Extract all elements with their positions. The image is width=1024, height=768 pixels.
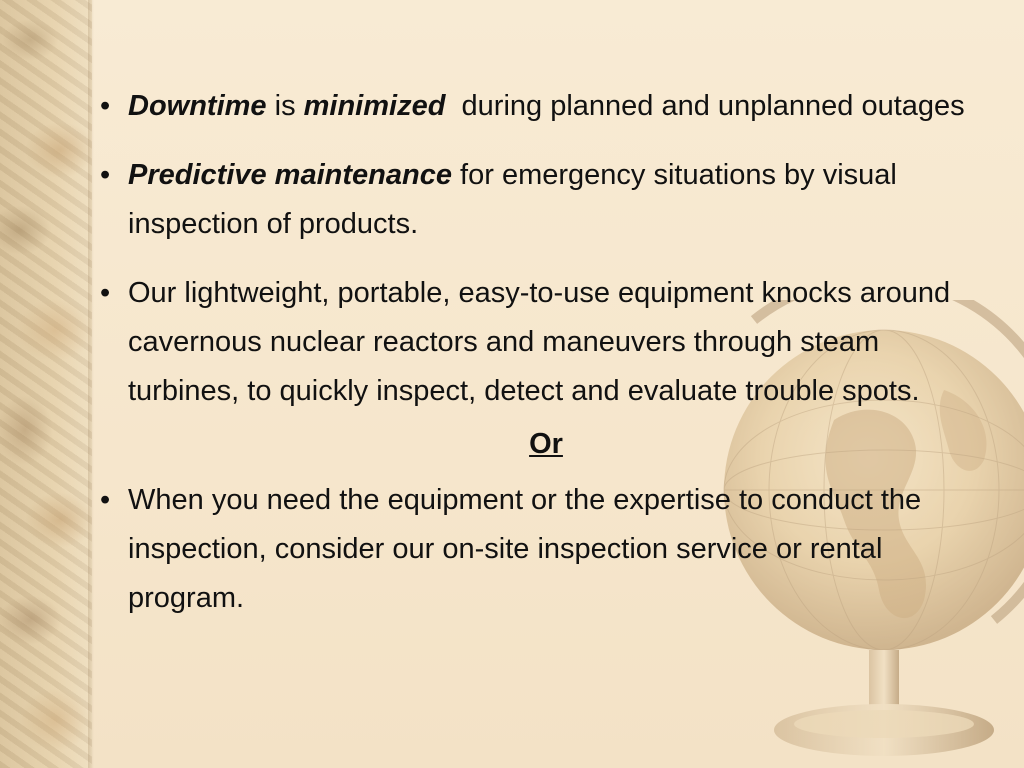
emphasis-text: Predictive maintenance [128,159,452,191]
body-text: Our lightweight, portable, easy-to-use equipment knocks around cavernous nuclear reactors and maneuvers through steam turbines, to quickly inspect, detect and evaluate trouble spots. [128,277,951,407]
bullet-dot: • [100,484,111,516]
bullet-dot: • [100,277,111,309]
or-separator: Or [529,428,563,460]
body-text: during planned and unplanned outages [445,90,965,122]
bullet-equipment [96,269,996,416]
emphasis-text: Downtime [128,90,267,122]
bullet-dot: • [100,90,111,122]
map-strip-edge-decoration [88,0,94,768]
bullet-dot: • [100,159,111,191]
bullet-rental-program [96,476,996,623]
bullet-list [96,82,996,416]
old-map-strip-decoration [0,0,92,768]
bullet-downtime [96,82,996,131]
bullet-predictive-maintenance [96,151,996,249]
body-text: for emergency situations by visual inspection of products. [128,159,897,240]
slide-body [96,82,996,643]
final-bullet-list [96,476,996,623]
body-text: is [266,90,304,122]
body-text: When you need the equipment or the expertise to conduct the inspection, consider our on-site inspection service or rental program. [128,484,922,614]
emphasis-text: minimized [303,90,446,122]
